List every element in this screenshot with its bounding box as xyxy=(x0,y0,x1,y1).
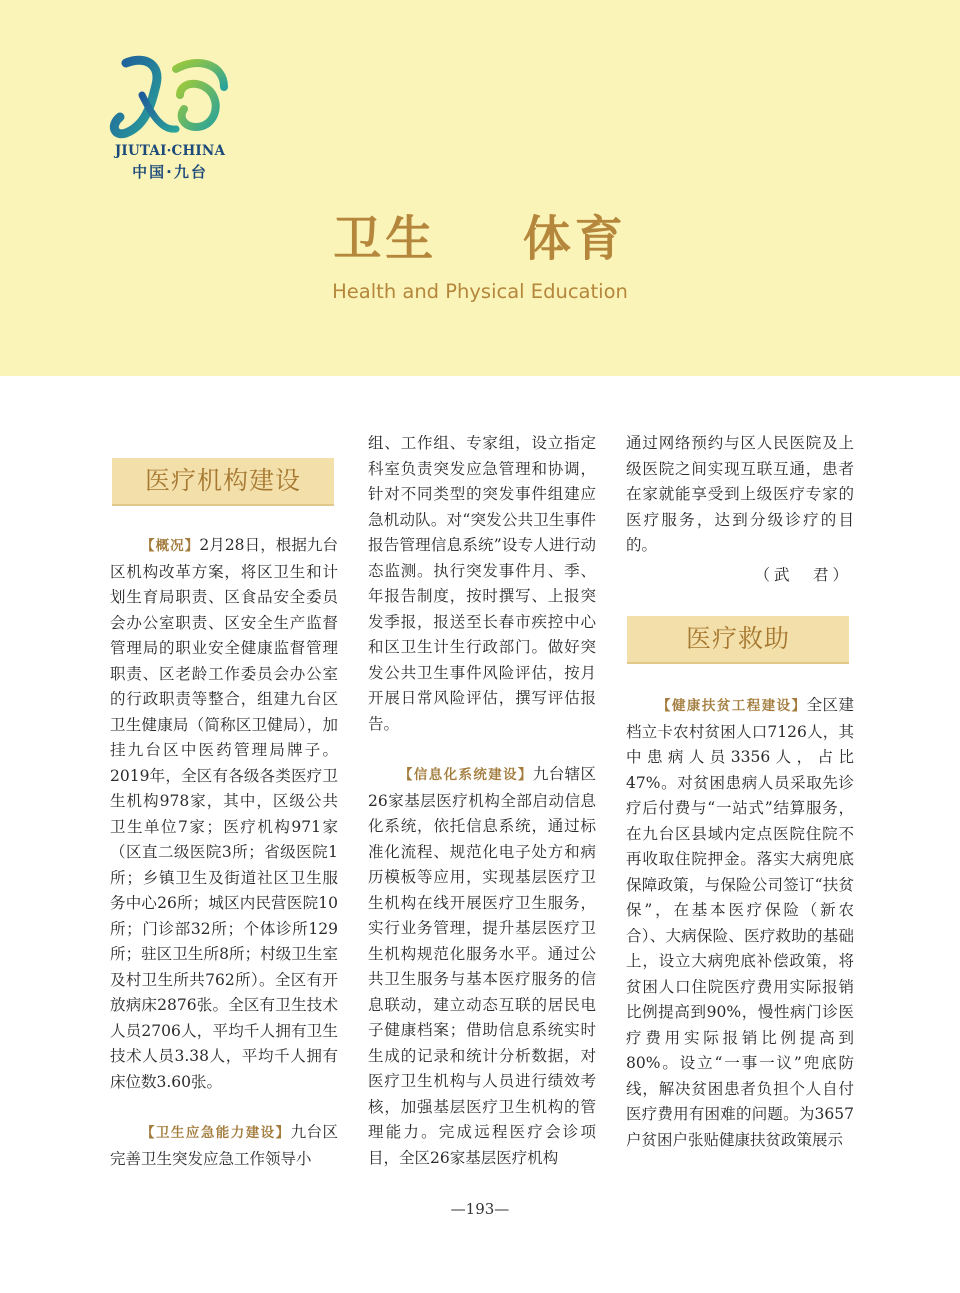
paragraph-tag: 【信息化系统建设】 xyxy=(399,767,533,783)
text-column-3-lower xyxy=(626,693,854,1153)
paragraph-emergency-continued: 组、工作组、专家组，设立指定科室负责突发应急管理和协调，针对不同类型的突发事件组建应急机动队。对“突发公共卫生事件报告管理信息系统”设专人进行动态监测。执行突发事件月、季、年报告制度，按时撰写、上报突发季报，报送至长春市疾控中心和区卫生计生行政部门。做好突发公共卫生事件风险评估，按月开展日常风险评估，撰写评估报告。 xyxy=(368,434,596,733)
paragraph-tag: 【概况】 xyxy=(141,538,200,554)
paragraph-tag: 【卫生应急能力建设】 xyxy=(141,1125,291,1141)
section-heading-medical-institutions: 医疗机构建设 xyxy=(112,458,334,506)
paragraph-overview xyxy=(110,533,338,1095)
page-title: 卫生 体育 xyxy=(333,211,627,267)
paragraph-text: 九台辖区26家基层医疗机构全部启动信息化系统，依托信息系统，通过标准化流程、规范化电子处方和病历模板等应用，实现基层医疗卫生机构在线开展医疗卫生服务，实行业务管理，提升基层医疗卫生机构规范化服务水平。通过公共卫生服务与基本医疗服务的信息联动，建立动态互联的居民电子健康档案；借助信息系统实时生成的记录和统计分析数据，对医疗卫生机构与人员进行绩效考核，加强基层医疗卫生机构的管理能力。完成远程医疗会诊项目，全区26家基层医疗机构 xyxy=(368,765,596,1167)
paragraph-poverty-health xyxy=(626,693,854,1153)
page-number: —193— xyxy=(450,1200,510,1218)
section-heading-medical-aid: 医疗救助 xyxy=(627,616,849,664)
page-subtitle: Health and Physical Education xyxy=(332,280,628,303)
paragraph-information-system xyxy=(368,762,596,1171)
logo-text-cn: 中国·九台 xyxy=(132,163,208,181)
paragraph-information-continued: 通过网络预约与区人民医院及上级医院之间实现互联互通，患者在家就能享受到上级医疗专家的医疗服务，达到分级诊疗的目的。 xyxy=(626,434,854,554)
jiutai-logo-mark-icon xyxy=(106,55,234,141)
logo-text-en: JIUTAI·CHINA xyxy=(114,143,226,159)
paragraph-text: 九台区完善卫生突发应急工作领导小 xyxy=(110,1123,338,1168)
paragraph-tag: 【健康扶贫工程建设】 xyxy=(657,698,807,714)
paragraph-emergency xyxy=(110,1120,338,1172)
text-column-1 xyxy=(110,533,338,1172)
paragraph-text: 2月28日，根据九台区机构改革方案，将区卫生和计划生育局职责、区食品安全委员会办公室职责、区安全生产监督管理局的职业安全健康监督管理职责、区老龄工作委员会办公室的行政职责等整合，组建九台区卫生健康局（简称区卫健局），加挂九台区中医药管理局牌子。2019年，全区有各级各类医疗卫生机构978家，其中，区级公共卫生单位7家；医疗机构971家（区直二级医院3所；省级医院1所；乡镇卫生及街道社区卫生服务中心26所；城区内民营医院10所；门诊部32所；个体诊所129所；驻区卫生所8所；村级卫生室及村卫生所共762所）。全区有开放病床2876张。全区有卫生技术人员2706人，平均千人拥有卫生技术人员3.38人，平均千人拥有床位数3.60张。 xyxy=(110,536,339,1091)
author-signature: （武 君） xyxy=(754,565,852,584)
text-column-3 xyxy=(626,431,854,588)
header-banner xyxy=(0,0,960,376)
text-column-2 xyxy=(368,431,596,1171)
jiutai-logo xyxy=(100,55,240,180)
paragraph-text: 全区建档立卡农村贫困人口7126人，其中患病人员3356人，占比47%。对贫困患病人员采取先诊疗后付费与“一站式”结算服务，在九台区县域内定点医院住院不再收取住院押金。落实大病兜底保障政策，与保险公司签订“扶贫保”，在基本医疗保险（新农合）、大病保险、医疗救助的基础上，设立大病兜底补偿政策，将贫困人口住院医疗费用实际报销比例提高到90%，慢性病门诊医疗费用实际报销比例提高到80%。设立“一事一议”兜底防线，解决贫困患者负担个人自付医疗费用有困难的问题。为3657户贫困户张贴健康扶贫政策展示 xyxy=(626,696,854,1149)
